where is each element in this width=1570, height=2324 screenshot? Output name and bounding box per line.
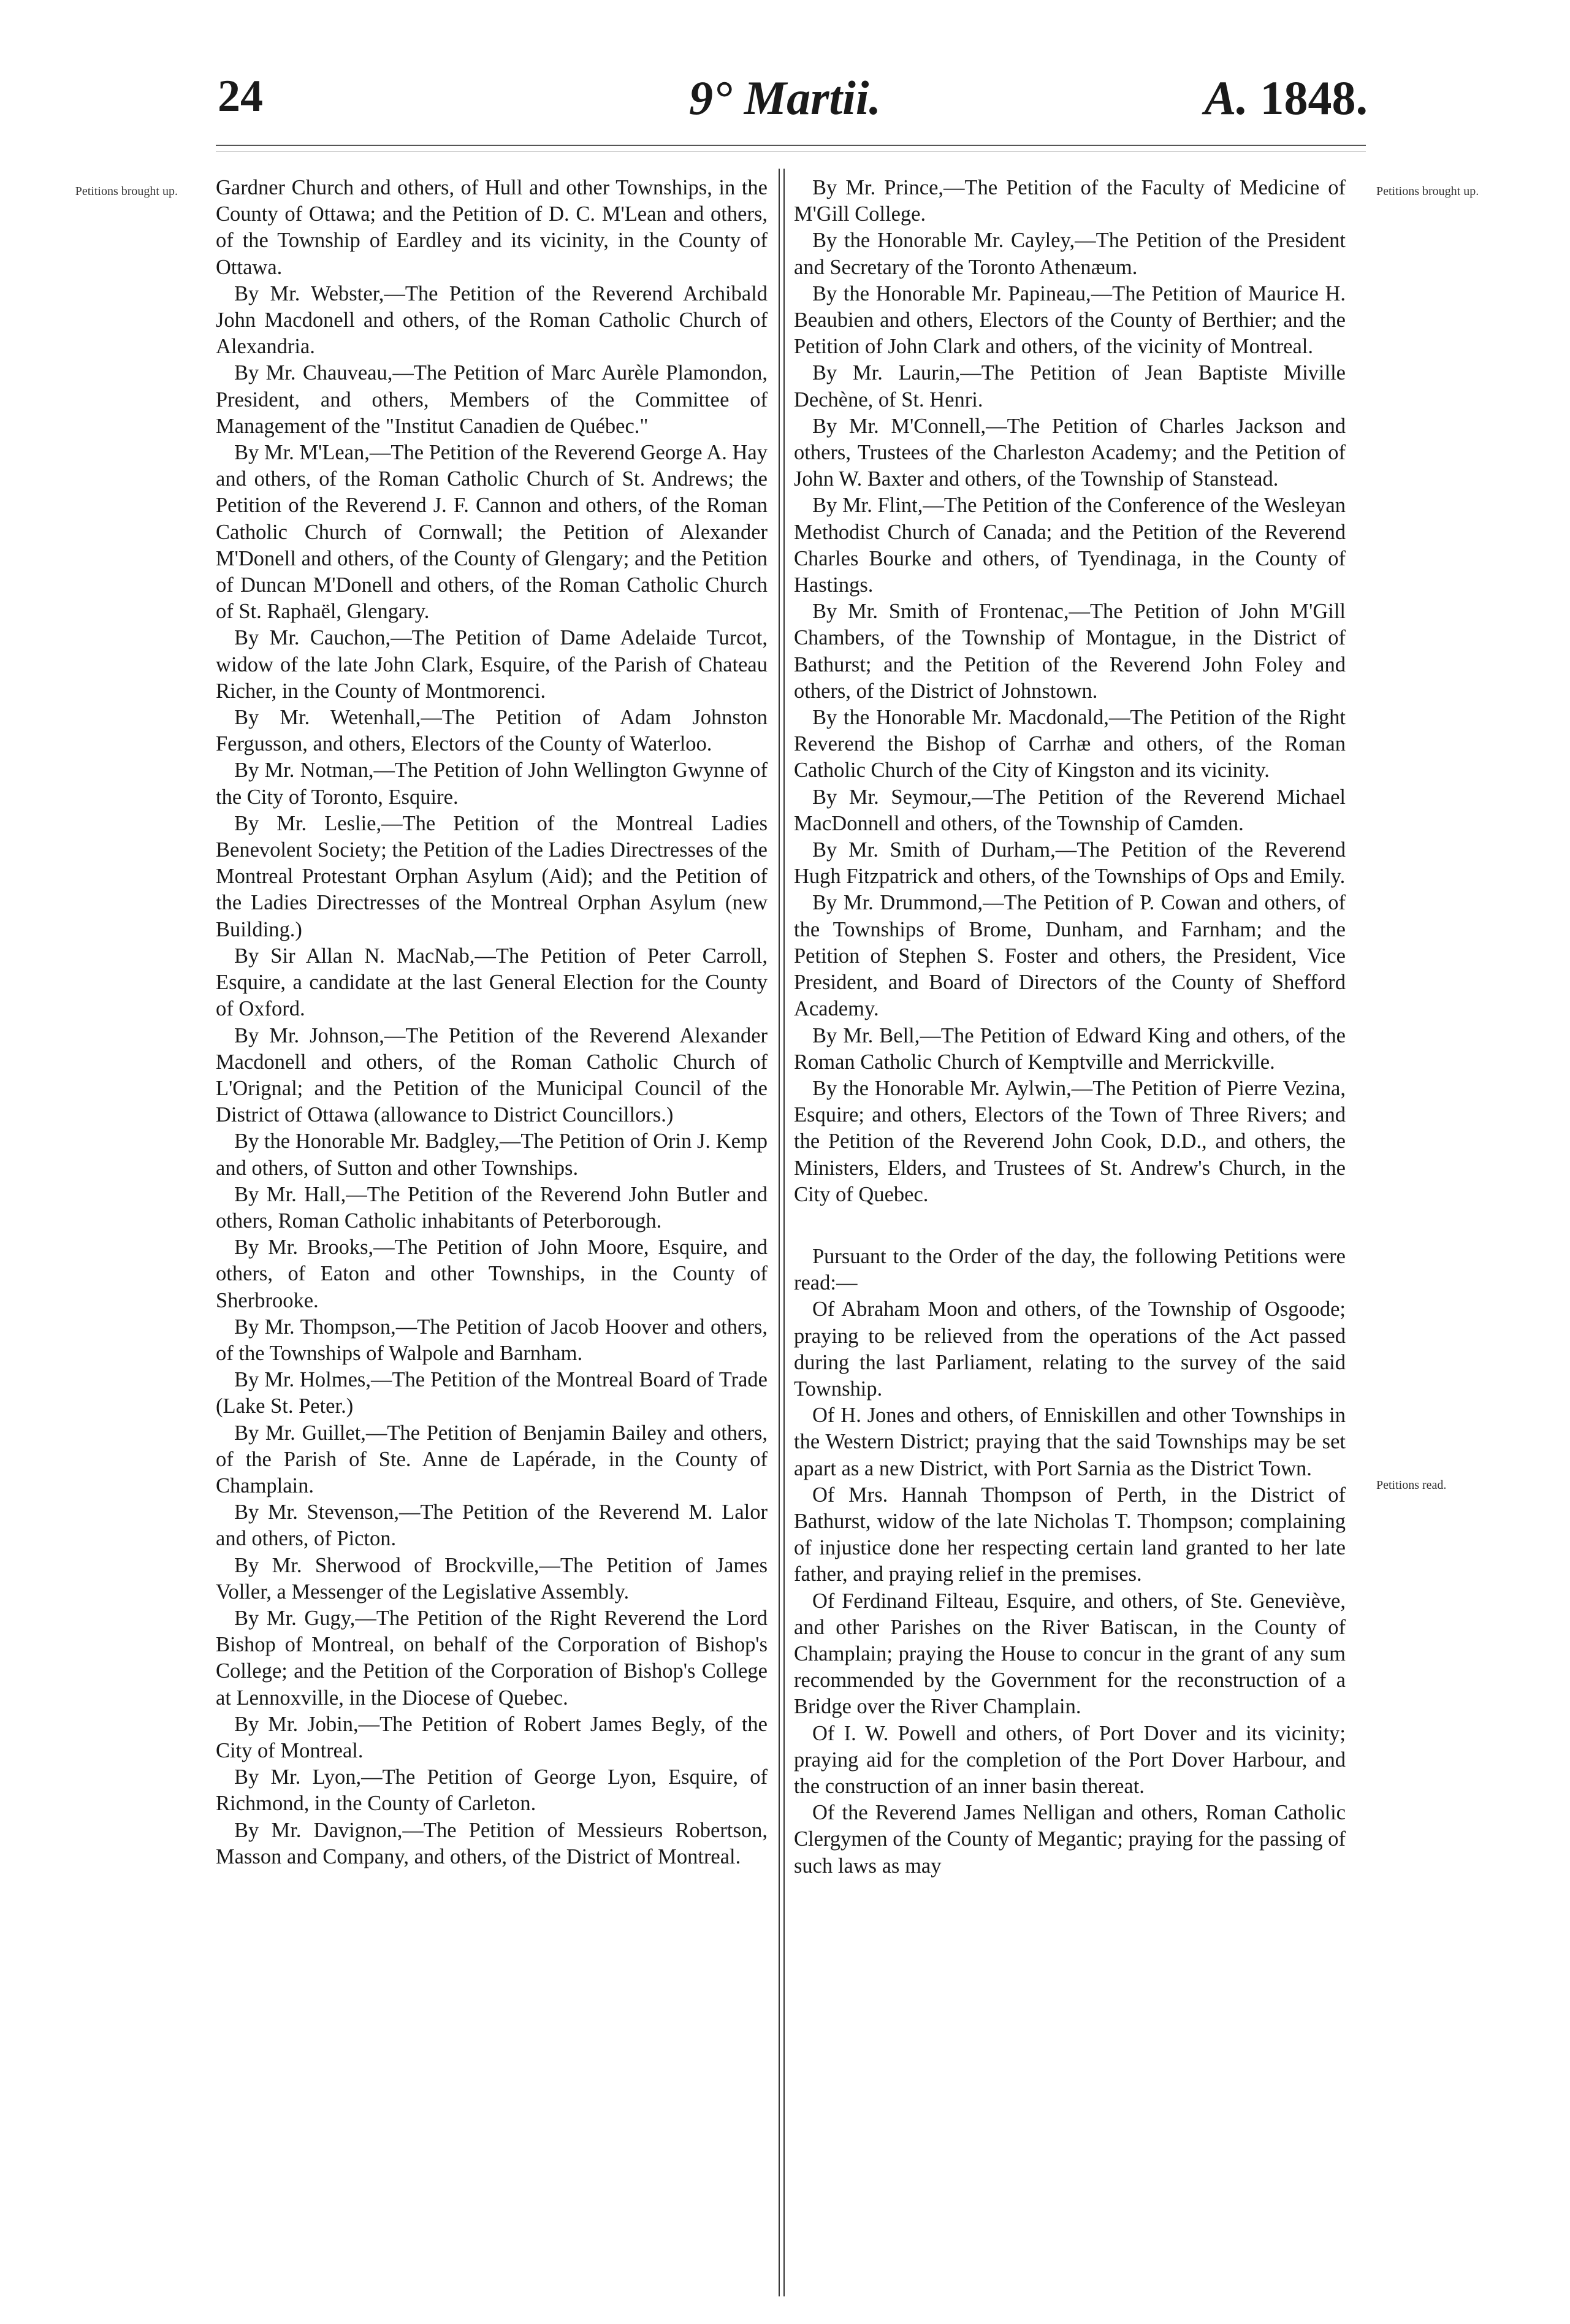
- paragraph: By Mr. Gugy,—The Petition of the Right Reverend the Lord Bishop of Montreal, on behalf of the Corporation of Bishop's College; and the Petition of the Corporation of Bishop's College at Lennoxville, in the Diocese of Quebec.: [216, 1606, 768, 1710]
- paragraph: By Mr. Sherwood of Brockville,—The Petition of James Voller, a Messenger of the Legislative Assembly.: [216, 1553, 768, 1603]
- paragraph: By the Honorable Mr. Papineau,—The Petition of Maurice H. Beaubien and others, Electors of the County of Berthier; and the Petition of John Clark and others, of the vicinity of Montreal.: [794, 281, 1346, 359]
- paragraph: By Mr. Webster,—The Petition of the Reverend Archibald John Macdonell and others, of the Roman Catholic Church of Alexandria.: [216, 281, 768, 359]
- paragraph: By Mr. Wetenhall,—The Petition of Adam Johnston Fergusson, and others, Electors of the County of Waterloo.: [216, 706, 768, 756]
- page-year: [1204, 71, 1368, 126]
- paragraph: Of H. Jones and others, of Enniskillen and other Townships in the Western District; praying that the said Townships may be set apart as a new District, with Port Sarnia as the District Town.: [794, 1404, 1346, 1480]
- paragraph: By Mr. Smith of Frontenac,—The Petition of John M'Gill Chambers, of the Township of Montague, in the District of Bathurst; and the Petition of the Reverend John Foley and others, of the District of Johnstown.: [794, 600, 1346, 703]
- marginal-note-left: Petitions brought up.: [75, 185, 178, 198]
- paragraph: By Mr. Guillet,—The Petition of Benjamin Bailey and others, of the Parish of Ste. Anne de Lapérade, in the County of Champlain.: [216, 1421, 768, 1497]
- paragraph: By Mr. Johnson,—The Petition of the Reverend Alexander Macdonell and others, of the Roman Catholic Church of L'Orignal; and the Petition of the Municipal Council of the District of Ottawa (allowance to District Councillors.): [216, 1023, 768, 1127]
- paragraph: By Mr. Notman,—The Petition of John Wellington Gwynne of the City of Toronto, Esquire.: [216, 759, 768, 809]
- year-letter: A.: [1204, 71, 1248, 124]
- marginal-note-right-brought-up: Petitions brought up.: [1376, 185, 1479, 198]
- paragraph: By Mr. Drummond,—The Petition of P. Cowan and others, of the Townships of Brome, Dunham, and Farnham; and the Petition of Stephen S. Foster and others, the President, Vice President, and Board of Directors of the County of Shefford Academy.: [794, 891, 1346, 1021]
- paragraph: By the Honorable Mr. Cayley,—The Petition of the President and Secretary of the Toronto Athenæum.: [794, 229, 1346, 279]
- paragraph: Gardner Church and others, of Hull and other Townships, in the County of Ottawa; and the Petition of D. C. M'Lean and others, of the Township of Eardley and its vicinity, in the County of Ottawa.: [216, 176, 768, 279]
- paragraph: By the Honorable Mr. Badgley,—The Petition of Orin J. Kemp and others, of Sutton and other Townships.: [216, 1130, 768, 1180]
- paragraph: Of Mrs. Hannah Thompson of Perth, in the District of Bathurst, widow of the late Nicholas T. Thompson; complaining of injustice done her respecting certain land granted to her late father, and praying relief in the premises.: [794, 1483, 1346, 1586]
- year-number: 1848.: [1260, 71, 1368, 124]
- paragraph: Of the Reverend James Nelligan and others, Roman Catholic Clergymen of the County of Megantic; praying for the passing of such laws as may: [794, 1801, 1346, 1878]
- paragraph: By Mr. Leslie,—The Petition of the Montreal Ladies Benevolent Society; the Petition of the Ladies Directresses of the Montreal Protestant Orphan Asylum (Aid); and the Petition of the Ladies Directresses of the Montreal Orphan Asylum (new Building.): [216, 811, 768, 941]
- right-column: [794, 175, 1346, 1879]
- page-header: [0, 64, 1570, 138]
- paragraph: By Sir Allan N. MacNab,—The Petition of Peter Carroll, Esquire, a candidate at the last General Election for the County of Oxford.: [216, 944, 768, 1021]
- paragraph: By Mr. Lyon,—The Petition of George Lyon, Esquire, of Richmond, in the County of Carleton.: [216, 1765, 768, 1816]
- paragraph: Of Abraham Moon and others, of the Township of Osgoode; praying to be relieved from the operations of the Act passed during the last Parliament, relating to the survey of the said Township.: [794, 1298, 1346, 1401]
- paragraph: By the Honorable Mr. Macdonald,—The Petition of the Right Reverend the Bishop of Carrhæ and others, of the Roman Catholic Church of the City of Kingston and its vicinity.: [794, 706, 1346, 782]
- paragraph: By Mr. M'Lean,—The Petition of the Reverend George A. Hay and others, of the Roman Catholic Church of St. Andrews; the Petition of the Reverend J. F. Cannon and others, of the Roman Catholic Church of Cornwall; the Petition of Alexander M'Donell and others, of the County of Glengary; and the Petition of Duncan M'Donell and others, of the Roman Catholic Church of St. Raphaël, Glengary.: [216, 441, 768, 624]
- page-number: 24: [218, 71, 263, 121]
- paragraph: Of Ferdinand Filteau, Esquire, and others, of Ste. Geneviève, and other Parishes on the River Batiscan, in the County of Champlain; praying the House to concur in the grant of any sum recommended by the Government for the reconstruction of a Bridge over the River Champlain.: [794, 1589, 1346, 1719]
- paragraph: By Mr. Thompson,—The Petition of Jacob Hoover and others, of the Townships of Walpole and Barnham.: [216, 1315, 768, 1365]
- paragraph-petitions-read-intro: Pursuant to the Order of the day, the following Petitions were read:—: [794, 1244, 1346, 1295]
- paragraph: By Mr. M'Connell,—The Petition of Charles Jackson and others, Trustees of the Charleston Academy; and the Petition of John W. Baxter and others, of the Township of Stanstead.: [794, 414, 1346, 491]
- marginal-note-right-read: Petitions read.: [1376, 1478, 1447, 1492]
- paragraph: By Mr. Seymour,—The Petition of the Reverend Michael MacDonnell and others, of the Township of Camden.: [794, 785, 1346, 835]
- paragraph: Of I. W. Powell and others, of Port Dover and its vicinity; praying aid for the completion of the Port Dover Harbour, and the construction of an inner basin thereat.: [794, 1721, 1346, 1798]
- paragraph: By Mr. Davignon,—The Petition of Messieurs Robertson, Masson and Company, and others, of the District of Montreal.: [216, 1818, 768, 1868]
- left-column: [216, 175, 768, 1870]
- column-divider-line: [779, 169, 780, 2296]
- page-title: 9° Martii.: [689, 71, 881, 124]
- paragraph: By Mr. Stevenson,—The Petition of the Reverend M. Lalor and others, of Picton.: [216, 1500, 768, 1551]
- paragraph: By Mr. Chauveau,—The Petition of Marc Aurèle Plamondon, President, and others, Members of the Committee of Management of the "Institut Canadien de Québec.": [216, 361, 768, 438]
- paragraph: By Mr. Cauchon,—The Petition of Dame Adelaide Turcot, widow of the late John Clark, Esquire, of the Parish of Chateau Richer, in the County of Montmorenci.: [216, 626, 768, 703]
- paragraph: By Mr. Laurin,—The Petition of Jean Baptiste Miville Dechène, of St. Henri.: [794, 361, 1346, 411]
- paragraph: By Mr. Bell,—The Petition of Edward King and others, of the Roman Catholic Church of Kemptville and Merrickville.: [794, 1023, 1346, 1074]
- paragraph: By Mr. Hall,—The Petition of the Reverend John Butler and others, Roman Catholic inhabitants of Peterborough.: [216, 1182, 768, 1233]
- paragraph: By Mr. Jobin,—The Petition of Robert James Begly, of the City of Montreal.: [216, 1712, 768, 1762]
- header-rule: [216, 145, 1366, 146]
- paragraph: By Mr. Holmes,—The Petition of the Montreal Board of Trade (Lake St. Peter.): [216, 1368, 768, 1418]
- paragraph: By the Honorable Mr. Aylwin,—The Petition of Pierre Vezina, Esquire; and others, Electors of the Town of Three Rivers; and the Petition of the Reverend John Cook, D.D., and others, the Ministers, Elders, and Trustees of St. Andrew's Church, in the City of Quebec.: [794, 1076, 1346, 1206]
- paragraph: By Mr. Flint,—The Petition of the Conference of the Wesleyan Methodist Church of Canada; and the Petition of the Reverend Charles Bourke and others, of Tyendinaga, in the County of Hastings.: [794, 494, 1346, 597]
- paragraph: By Mr. Brooks,—The Petition of John Moore, Esquire, and others, of Eaton and other Townships, in the County of Sherbrooke.: [216, 1236, 768, 1312]
- column-divider-line: [783, 169, 785, 2296]
- paragraph: By Mr. Prince,—The Petition of the Faculty of Medicine of M'Gill College.: [794, 176, 1346, 226]
- paragraph: By Mr. Smith of Durham,—The Petition of the Reverend Hugh Fitzpatrick and others, of the Townships of Ops and Emily.: [794, 838, 1346, 889]
